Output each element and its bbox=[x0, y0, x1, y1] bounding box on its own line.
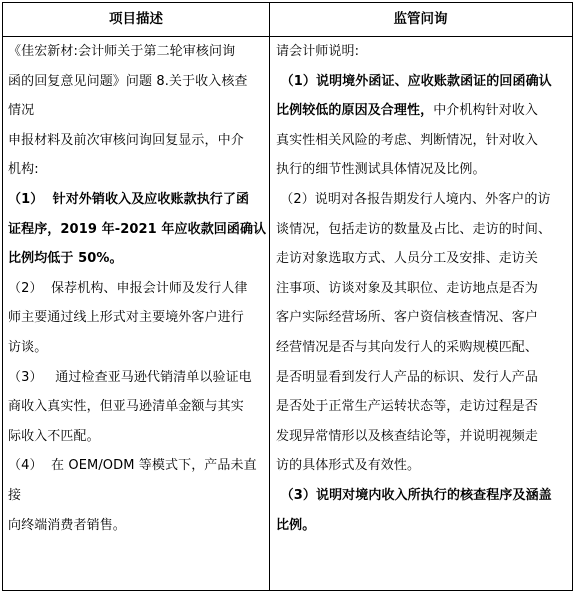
column-divider bbox=[269, 3, 270, 590]
inquiry-item-1-bold: （1）说明境外函证、应收账款函证的回函确认 比例较低的原因及合理性， bbox=[276, 73, 552, 119]
table-header-row bbox=[3, 3, 572, 37]
description-paragraph: （4） 在 OEM/ODM 等模式下，产品未直接 向终端消费者销售。 bbox=[8, 458, 257, 533]
description-paragraph-bold: （1） 针对外销收入及应收账款执行了函 证程序，2019 年-2021 年应收款回函确认 比例均低于 50%。 bbox=[8, 191, 267, 267]
inquiry-item-1 bbox=[276, 67, 570, 185]
inquiry-intro: 请会计师说明: bbox=[276, 44, 360, 59]
inquiry-item-2: （2）说明对各报告期发行人境内、外客户的访 谈情况，包括走访的数量及占比、走访的时间、 走访对象选取方式、人员分工及安排、走访关 注事项、访谈对象及其职位、走访地点是否为 客户实际经营场所、客户资信核查情况、客户 经营情况是否与其向发行人的采购规模匹配、 是否明显看到发行人产品的标识、发行人产品 是否处于正常生产运转状态等，走访过程是否 发现异常情形以及核查结论等，并说明视频走 访的具体形式及有效性。 bbox=[276, 191, 552, 474]
project-description-cell bbox=[8, 37, 267, 590]
header-project-description: 项目描述 bbox=[109, 11, 163, 27]
description-paragraph: 《佳宏新材:会计师关于第二轮审核问询 函的回复意见问题》问题 8.关于收入核查 情况 bbox=[8, 44, 248, 119]
header-regulatory-inquiry: 监管问询 bbox=[393, 11, 448, 27]
inquiry-item-3: （3）说明对境内收入所执行的核查程序及涵盖 比例。 bbox=[276, 487, 552, 533]
description-paragraph: （3） 通过检查亚马逊代销清单以验证电 商收入真实性，但亚马逊清单金额与其实 际收入不匹配。 bbox=[8, 369, 252, 444]
regulatory-inquiry-cell bbox=[276, 37, 570, 590]
description-paragraph: （2） 保荐机构、申报会计师及发行人律 师主要通过线上形式对主要境外客户进行 访谈。 bbox=[8, 280, 248, 355]
audit-inquiry-table bbox=[2, 2, 573, 591]
description-paragraph: 申报材料及前次审核问询回复显示，中介 机构: bbox=[8, 132, 244, 178]
inquiry-item-1-rest: 中介机构针对收入 真实性相关风险的考虑、判断情况，针对收入 执行的细节性测试具体情况及比例。 bbox=[276, 103, 539, 178]
